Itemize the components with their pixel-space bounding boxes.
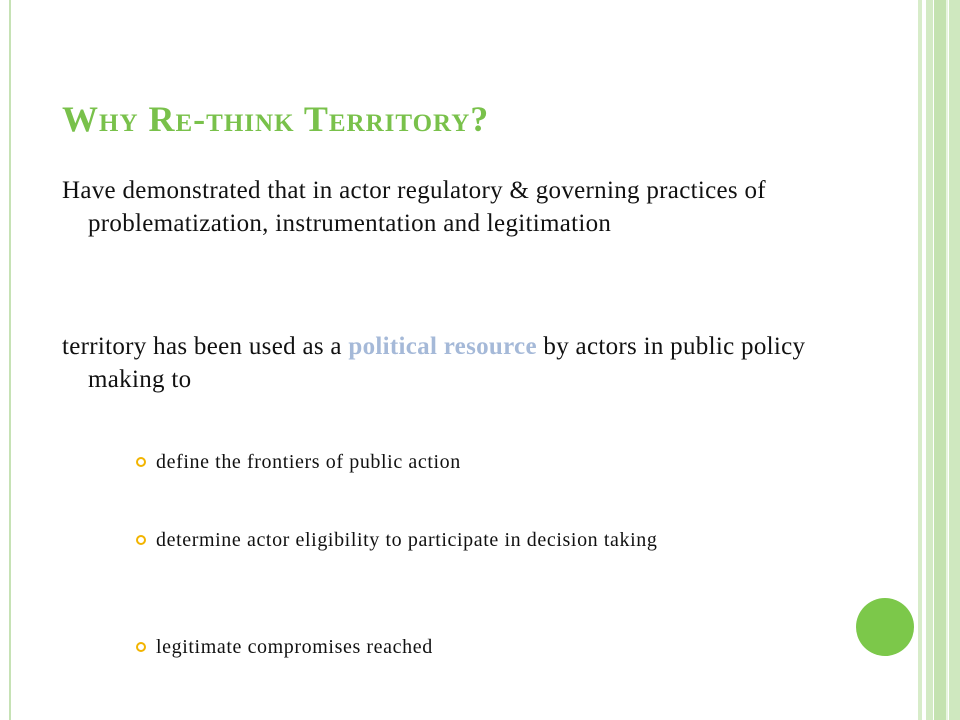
list-item	[136, 633, 776, 661]
decor-circle	[856, 598, 914, 656]
list-item	[136, 448, 776, 476]
decor-stripe	[946, 0, 948, 720]
highlight-political-resource: political resource	[348, 333, 537, 360]
body-paragraph-2	[62, 330, 848, 396]
bullet-icon	[136, 535, 146, 545]
paragraph-text: by actors in public policy making to	[88, 333, 806, 393]
slide-title: Why Re-think Territory?	[62, 99, 490, 139]
bullet-icon	[136, 457, 146, 467]
decor-stripe	[934, 0, 946, 720]
list-item-text: determine actor eligibility to participate in decision taking	[156, 529, 658, 551]
list-item-text: define the frontiers of public action	[156, 451, 461, 473]
list-item	[136, 526, 776, 554]
decor-stripe	[926, 0, 933, 720]
list-item-text: legitimate compromises reached	[156, 636, 433, 658]
decor-stripe	[949, 0, 960, 720]
decor-stripe	[918, 0, 922, 720]
bullet-icon	[136, 642, 146, 652]
body-paragraph-1: Have demonstrated that in actor regulatory & governing practices of problematization, instrumentation and legitimation	[62, 177, 766, 237]
paragraph-text: territory has been used as a	[62, 333, 349, 360]
